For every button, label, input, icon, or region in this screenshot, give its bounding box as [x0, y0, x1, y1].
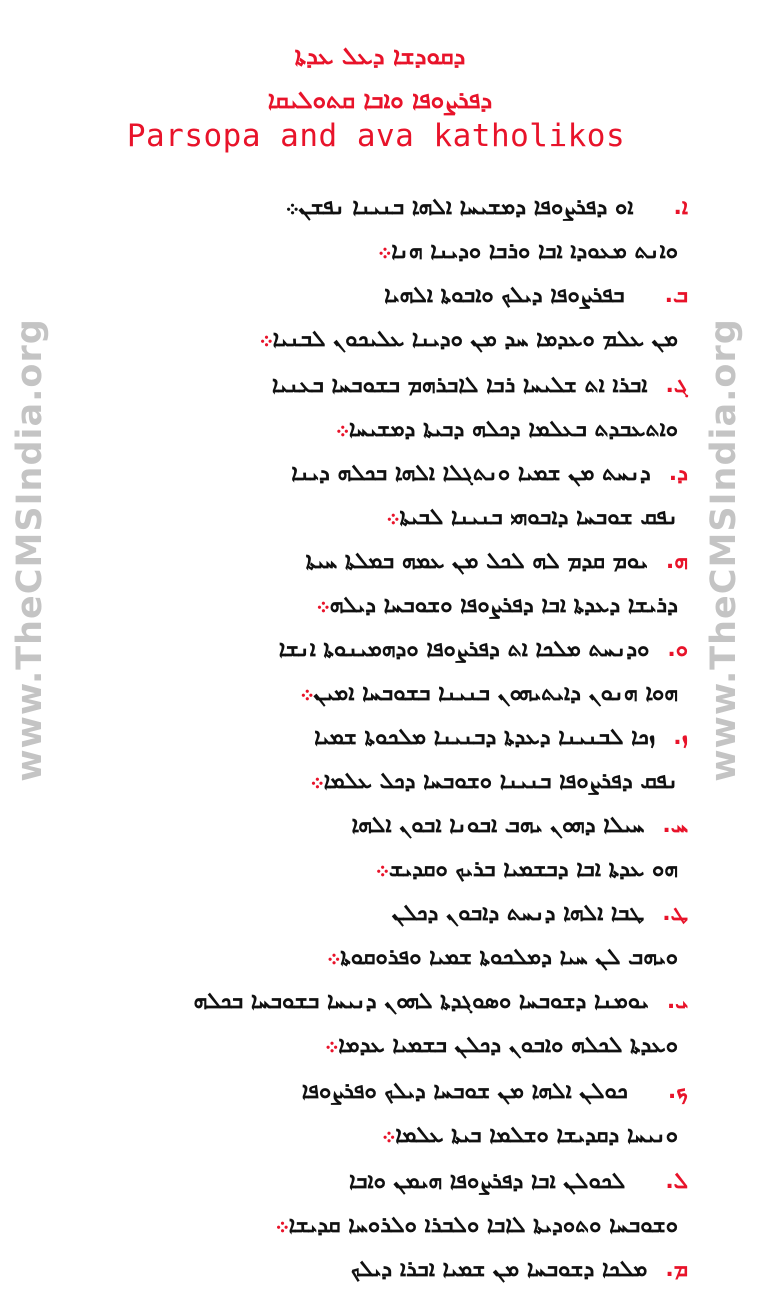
- verse-number: ܡ.: [665, 1256, 688, 1282]
- verse-text: ܙܟܐ ܠܒܢܝܢܐ ܕܥܕܬܐ ܕܒܢܝܢܐ ܡܠܟܘܬܐ ܫܡܝܐ: [314, 724, 656, 750]
- verse-text: ܐܘ ܕܦܪܨܘܦܐ ܕܡܫܝܚܐ ܐܠܗܐ ܒܢܝܢܐ ܢܦܫܢ܀: [285, 194, 634, 220]
- verse-text: ܘܕܢܚܬ ܡܠܟܐ ܐܬ ܕܦܪܨܘܦܐ ܘܕܗܡܝܢܘܬܐ ܐܢܫܐ: [278, 636, 650, 662]
- verse-line: [285, 190, 688, 224]
- watermark-text: www.TheCMSIndia.org: [704, 318, 745, 782]
- verse-number: ܗ.: [665, 548, 688, 574]
- verse-number: ܘ.: [667, 636, 688, 662]
- verse-continuation: [259, 322, 678, 356]
- verse-number: ܠ.: [665, 1168, 688, 1194]
- verse-continuation: [336, 412, 678, 446]
- verse-text: ܘܐܢܬ ܡܥܘܕܐ ܐܒܐ ܘܪܒܐ ܘܕܝܢܐ ܗܢܐ: [391, 238, 678, 264]
- verse-end-mark: ܀: [275, 1212, 289, 1238]
- verse-line: [384, 278, 688, 312]
- verse-number: ܕ.: [668, 460, 688, 486]
- verse-text: ܘܝܗܒ ܠܢ ܚܝܐ ܕܡܠܟܘܬܐ ܫܡܝܐ ܘܦܪܘܩܘܬܐ: [340, 944, 678, 970]
- verse-continuation: [382, 1118, 678, 1152]
- verse-end-mark: ܀: [316, 592, 330, 618]
- verse-line: [272, 368, 688, 402]
- verse-text: ܒܦܪܨܘܦܐ ܕܝܠܟ ܘܐܒܘܬܐ ܐܠܗܝܐ: [384, 282, 625, 308]
- verse-text: ܚܝܠܐ ܕܗܘܢ ܝܗܒ ܐܒܘܢܐ ܐܒܘܢ ܐܠܗܐ: [351, 812, 645, 838]
- verse-line: [194, 984, 688, 1018]
- verse-text: ܠܟܘܠܢ ܐܒܐ ܕܦܪܨܘܦܐ ܗܝܡܢ ܘܐܒܐ: [348, 1168, 626, 1194]
- verse-text: ܕܢܚܬ ܡܢ ܫܡܝܐ ܘܢܬܓܠܐ ܐܠܗܐ ܒܟܠܗ ܕܝܢܐ: [291, 460, 651, 486]
- verse-number: ܛ.: [662, 900, 688, 926]
- verse-continuation: [386, 500, 678, 534]
- syriac-title-line-1: ܕܩܘܕܫܐ ܕܥܠ ܥܕܬܐ: [294, 42, 466, 70]
- verse-end-mark: ܀: [310, 768, 324, 794]
- verse-text: ܐܒܪܐ ܐܬ ܫܠܝܚܐ ܪܒܐ ܠܐܒܪܗܡ ܒܫܘܒܚܐ ܒܥܢܝܐ: [271, 372, 648, 398]
- verse-text: ܘܢܝܚܐ ܕܩܕܝܫܐ ܘܫܠܡܐ ܒܝܬܐ ܥܠܡܐ: [395, 1122, 678, 1148]
- verse-end-mark: ܀: [325, 1032, 339, 1058]
- verse-text: ܘܥܕܬܐ ܠܟܠܗ ܘܐܒܘܢ ܕܟܠܢ ܒܫܡܝܐ ܥܕܡܐ: [338, 1032, 678, 1058]
- verse-end-mark: ܀: [382, 1122, 396, 1148]
- verse-line: [291, 456, 688, 490]
- verse-continuation: [275, 1208, 678, 1242]
- verse-number: ܓ.: [665, 372, 688, 398]
- verse-text: ܡܢ ܥܠܡ ܘܥܕܡܐ ܚܕ ܡܢ ܘܕܝܢܐ ܥܠܝܟܘܢ ܠܒܢܝܐ: [272, 326, 678, 352]
- verse-line: [349, 1164, 688, 1198]
- verse-number: ܟ.: [667, 1078, 688, 1104]
- verse-continuation: [376, 852, 678, 886]
- verse-text: ܝܘܡܢܐ ܕܫܘܒܚܐ ܘܣܘܓܕܬܐ ܠܗܘܢ ܕܢܝܚܐ ܒܫܘܒܚܐ ܒܟܠܗ: [193, 988, 649, 1014]
- verse-continuation: [327, 940, 678, 974]
- verse-continuation: [325, 1028, 678, 1062]
- verse-number: ܝ.: [666, 988, 688, 1014]
- watermark-left: [0, 318, 60, 782]
- verse-text: ܘܫܘܒܚܐ ܘܬܘܕܝܬܐ ܠܐܒܐ ܘܠܒܪܐ ܘܠܪܘܚܐ ܩܕܝܫܐ: [288, 1212, 678, 1238]
- verse-text: ܟܘܠܢ ܐܠܗܐ ܡܢ ܫܘܒܚܐ ܕܝܠܟ ܘܦܪܨܘܦܐ: [301, 1078, 628, 1104]
- verse-continuation: [300, 676, 678, 710]
- verse-end-mark: ܀: [335, 416, 349, 442]
- verse-continuation: [378, 234, 678, 268]
- verse-end-mark: ܀: [378, 238, 392, 264]
- verse-end-mark: ܀: [386, 504, 400, 530]
- verse-text: ܗܘ ܥܕܬܐ ܐܒܐ ܕܒܫܡܝܐ ܒܪܝܟ ܘܩܕܝܫ: [388, 856, 678, 882]
- english-title: Parsopa and ava katholikos: [126, 118, 626, 154]
- verse-continuation: [316, 588, 678, 622]
- verse-line: [302, 1074, 688, 1108]
- verse-line: [314, 720, 688, 754]
- verse-line: [279, 632, 688, 666]
- verse-continuation: [310, 764, 678, 798]
- verse-line: [306, 544, 688, 578]
- verse-end-mark: ܀: [259, 326, 273, 352]
- verse-text: ܢܦܩ ܫܘܒܚܐ ܕܐܒܘܗܝ ܒܢܝܢܐ ܠܒܝܬܐ: [399, 504, 678, 530]
- verse-number: ܚ.: [662, 812, 688, 838]
- verse-end-mark: ܀: [300, 680, 314, 706]
- verse-text: ܛܒܐ ܐܠܗܐ ܕܢܚܬ ܕܐܒܘܢ ܕܟܠܢ: [391, 900, 645, 926]
- syriac-title-line-2: ܕܦܪܨܘܦܐ ܘܐܒܐ ܩܬܘܠܝܩܐ: [267, 86, 493, 114]
- verse-number: ܙ.: [673, 724, 688, 750]
- verse-text: ܘܐܬܥܒܕܬ ܒܥܠܡܐ ܕܟܠܗ ܕܒܝܬܐ ܕܡܫܝܚܐ: [348, 416, 678, 442]
- verse-text: ܕܪܝܫܐ ܕܥܕܬܐ ܐܒܐ ܕܦܪܨܘܦܐ ܘܫܘܒܚܐ ܕܝܠܗ: [329, 592, 678, 618]
- verse-line: [392, 896, 688, 930]
- verse-number: ܐ.: [673, 194, 688, 220]
- verse-text: ܗܘܐ ܗܢܘܢ ܕܐܝܬܝܗܘܢ ܒܢܝܢܐ ܒܫܘܒܚܐ ܐܡܝܢ: [313, 680, 678, 706]
- watermark-text: www.TheCMSIndia.org: [10, 318, 51, 782]
- verse-line: [351, 808, 688, 842]
- verse-text: ܝܘܡ ܩܕܡ ܠܗ ܠܟܠ ܡܢ ܥܡܗ ܒܡܠܬܐ ܚܝܬܐ: [305, 548, 648, 574]
- verse-line: [351, 1252, 688, 1286]
- verse-end-mark: ܀: [375, 856, 389, 882]
- watermark-right: [694, 318, 754, 782]
- verse-text: ܡܠܟܐ ܕܫܘܒܚܐ ܡܢ ܫܡܝܐ ܐܒܪܐ ܕܝܠܟ: [350, 1256, 648, 1282]
- verse-number: ܒ.: [664, 282, 688, 308]
- verse-text: ܢܦܩ ܕܦܪܨܘܦܐ ܒܢܝܢܐ ܘܫܘܒܚܐ ܕܟܠ ܥܠܡܐ: [323, 768, 678, 794]
- verse-end-mark: ܀: [326, 944, 341, 970]
